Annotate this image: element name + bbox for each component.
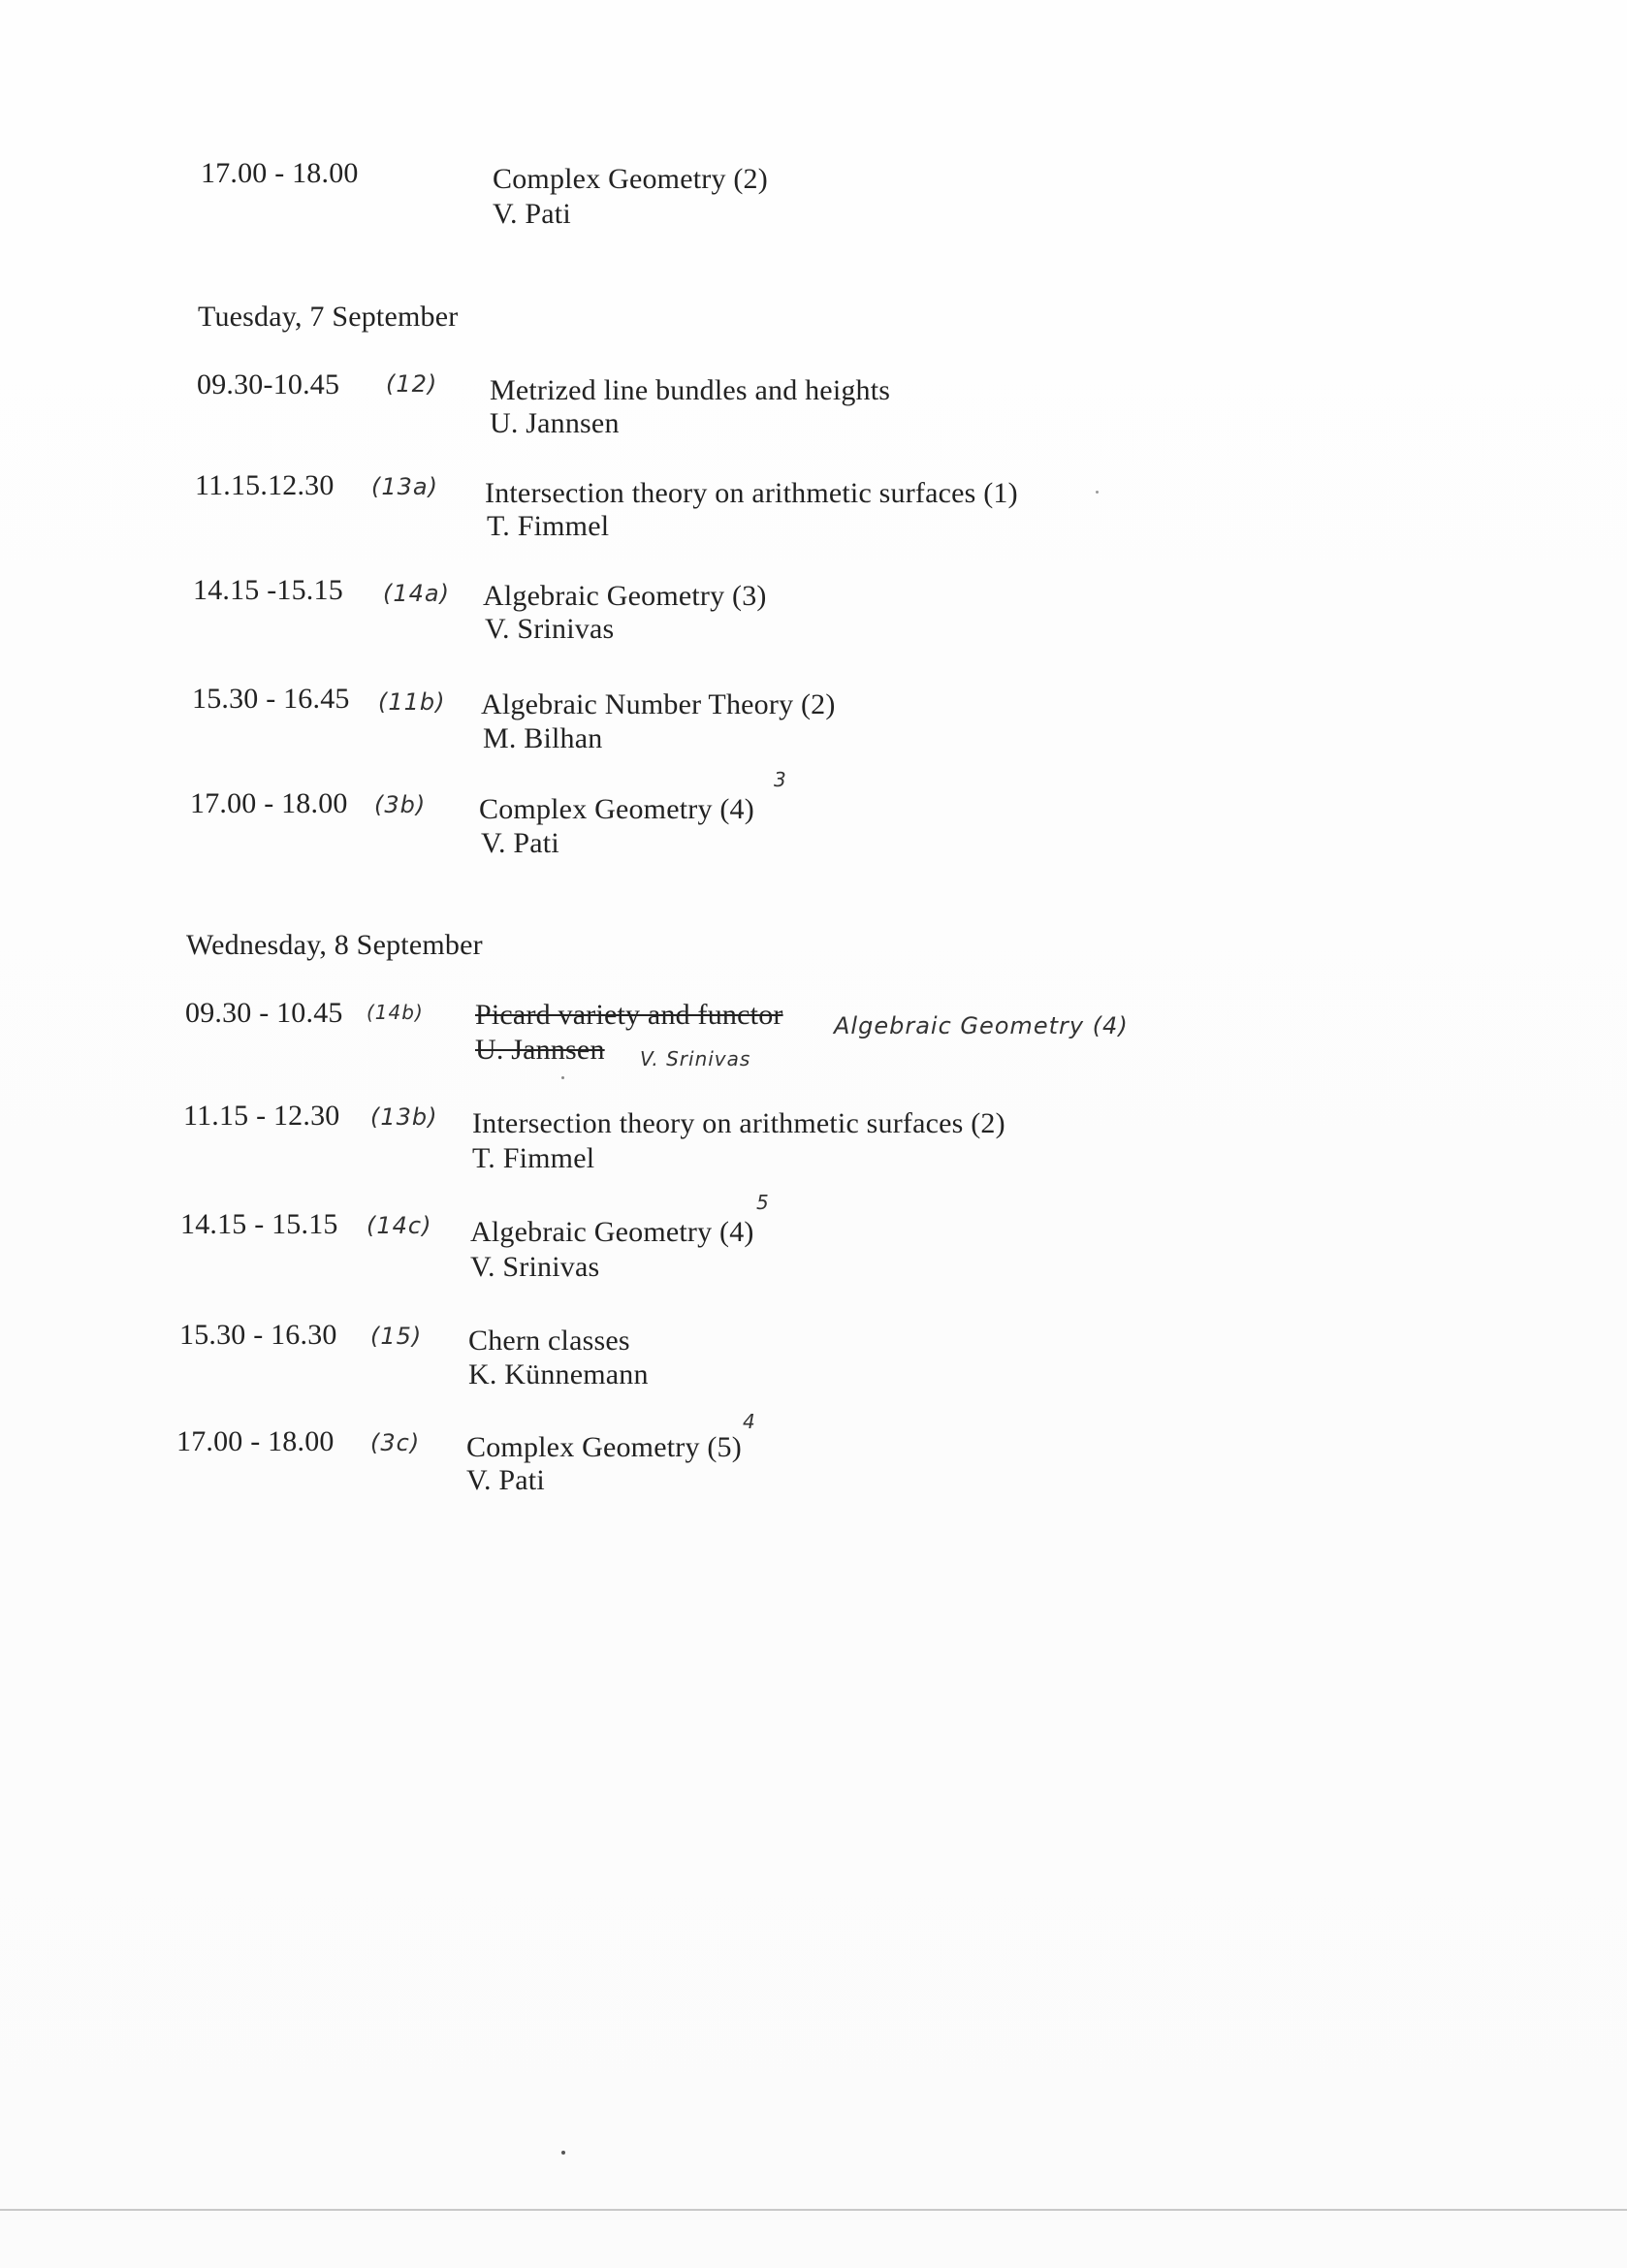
session-speaker: M. Bilhan	[483, 722, 603, 754]
day-heading-wednesday: Wednesday, 8 September	[186, 929, 483, 961]
session-speaker: V. Pati	[481, 827, 559, 859]
session-time: 17.00 - 18.00	[201, 157, 359, 189]
session-title: Complex Geometry (5)	[466, 1431, 742, 1463]
session-speaker: K. Künnemann	[468, 1358, 649, 1390]
session-speaker: V. Pati	[493, 198, 571, 230]
session-time: 17.00 - 18.00	[190, 787, 348, 819]
session-speaker: V. Srinivas	[485, 613, 615, 645]
session-code: (11b)	[378, 688, 446, 716]
session-code: (15)	[370, 1323, 423, 1350]
session-speaker: V. Srinivas	[470, 1251, 600, 1283]
handwritten-speaker: V. Srinivas	[640, 1047, 751, 1070]
session-time: 14.15 -15.15	[193, 574, 343, 606]
day-heading-tuesday: Tuesday, 7 September	[198, 301, 459, 333]
session-code: (3c)	[370, 1429, 421, 1456]
handwritten-correction: 5	[756, 1191, 770, 1214]
session-title: Complex Geometry (4)	[479, 793, 754, 825]
session-speaker: V. Pati	[466, 1464, 545, 1496]
session-speaker: T. Fimmel	[487, 510, 610, 542]
session-speaker: U. Jannsen	[490, 407, 620, 439]
session-title: Algebraic Geometry (4)	[470, 1216, 754, 1248]
session-code: (13b)	[370, 1103, 438, 1131]
struck-session-title: Picard variety and functor	[475, 999, 783, 1031]
handwritten-correction: 4	[743, 1410, 756, 1433]
struck-session-speaker: U. Jannsen	[475, 1034, 605, 1066]
scan-speck	[561, 2151, 565, 2155]
session-time: 09.30-10.45	[197, 368, 340, 400]
session-code: (14b)	[367, 1001, 424, 1024]
session-code: (14c)	[367, 1212, 432, 1239]
session-code: (3b)	[374, 791, 427, 818]
session-title: Metrized line bundles and heights	[490, 374, 891, 406]
session-code: (13a)	[371, 473, 438, 500]
session-title: Chern classes	[468, 1325, 630, 1357]
session-title: Intersection theory on arithmetic surfaces (1)	[485, 477, 1018, 509]
session-time: 09.30 - 10.45	[185, 997, 343, 1029]
session-time: 15.30 - 16.30	[179, 1319, 337, 1351]
session-code: (12)	[386, 370, 438, 398]
session-speaker: T. Fimmel	[472, 1142, 595, 1174]
session-time: 17.00 - 18.00	[176, 1425, 335, 1457]
scan-edge-line	[0, 2209, 1627, 2211]
session-time: 11.15.12.30	[195, 469, 335, 501]
session-time: 11.15 - 12.30	[183, 1100, 340, 1132]
scan-speck	[1096, 491, 1099, 494]
session-title: Intersection theory on arithmetic surfaces (2)	[472, 1107, 1005, 1139]
session-title: Algebraic Geometry (3)	[483, 580, 767, 612]
session-time: 14.15 - 15.15	[180, 1208, 338, 1240]
session-title: Complex Geometry (2)	[493, 163, 768, 195]
session-title: Algebraic Number Theory (2)	[481, 688, 836, 720]
scan-speck	[561, 1076, 564, 1079]
handwritten-title: Algebraic Geometry (4)	[834, 1012, 1129, 1039]
session-code: (14a)	[383, 580, 450, 607]
handwritten-correction: 3	[774, 768, 787, 791]
session-time: 15.30 - 16.45	[192, 683, 350, 715]
